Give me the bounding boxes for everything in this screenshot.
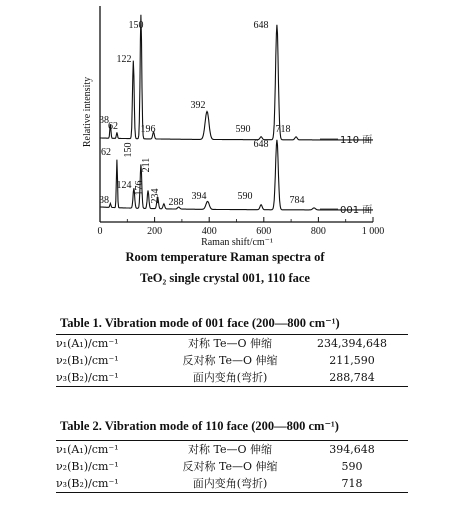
table-2 [56,440,408,493]
peak-label: 288 [168,197,184,208]
peak-label: 176 [134,180,145,196]
description-cell: 反对称 Te—O 伸缩 [182,354,278,367]
peak-label: 150 [123,142,134,158]
peak-label: 62 [108,121,118,132]
series-line [100,15,373,140]
peak-label: 38 [99,115,109,126]
peak-label: 718 [275,124,291,135]
peak-label: 590 [235,124,251,135]
x-tick-label: 1 000 [361,226,385,237]
mode-cell: ν₂(B₁)/cm⁻¹ [56,460,119,473]
table-row [56,352,408,369]
x-tick-label: 0 [97,226,103,237]
x-tick-label: 400 [201,226,217,237]
table-row [56,458,408,475]
peak-label: 38 [99,195,109,206]
peak-label: 784 [289,195,305,206]
peak-label: 234 [150,188,161,204]
values-cell: 718 [296,475,408,493]
values-cell: 288,784 [296,369,408,387]
table-2-title: Table 2. Vibration mode of 110 face (200—800 cm⁻¹) [60,419,339,433]
x-tick-label: 800 [310,226,326,237]
table-row [56,369,408,387]
peak-label: 648 [253,20,269,31]
peak-label: 196 [140,124,156,135]
peak-label: 648 [253,139,269,150]
mode-cell: ν₁(A₁)/cm⁻¹ [56,335,164,353]
description-cell: 面内变角(弯折) [164,475,296,493]
x-tick-label: 200 [147,226,163,237]
peak-label: 124 [116,180,132,191]
peak-label: 392 [190,100,206,111]
mode-cell: ν₃(B₂)/cm⁻¹ [56,369,164,387]
peak-label: 394 [191,191,207,202]
description-cell: 对称 Te—O 伸缩 [164,441,296,459]
description-cell: 面内变角(弯折) [164,369,296,387]
values-cell: 211,590 [329,354,375,367]
raman-spectra-chart [0,0,450,250]
x-tick-label: 600 [256,226,272,237]
peak-label: 62 [101,147,111,158]
description-cell: 对称 Te—O 伸缩 [164,335,296,353]
series-label: 110 面 [340,135,373,146]
table-row [56,335,408,353]
description-cell: 反对称 Te—O 伸缩 [182,460,278,473]
values-cell: 234,394,648 [296,335,408,353]
peak-label: 590 [237,191,253,202]
table-row [56,475,408,493]
peak-label: 122 [116,54,132,65]
table-row [56,441,408,459]
peak-label: 211 [141,157,152,173]
y-axis-label: Relative intensity [82,76,93,148]
series-label: 001 面 [340,205,373,216]
mode-cell: ν₃(B₂)/cm⁻¹ [56,475,164,493]
values-cell: 590 [341,460,363,473]
series-line [100,140,373,210]
values-cell: 394,648 [296,441,408,459]
figure-caption-line-2: TeO₂ single crystal 001, 110 face [140,271,310,285]
figure-caption-line-1: Room temperature Raman spectra of [125,250,325,264]
x-axis-label: Raman shift/cm⁻¹ [201,237,273,248]
table-1-title: Table 1. Vibration mode of 001 face (200—800 cm⁻¹) [60,316,340,330]
mode-cell: ν₁(A₁)/cm⁻¹ [56,441,164,459]
mode-cell: ν₂(B₁)/cm⁻¹ [56,354,119,367]
peak-label: 150 [128,20,144,31]
table-1 [56,334,408,387]
